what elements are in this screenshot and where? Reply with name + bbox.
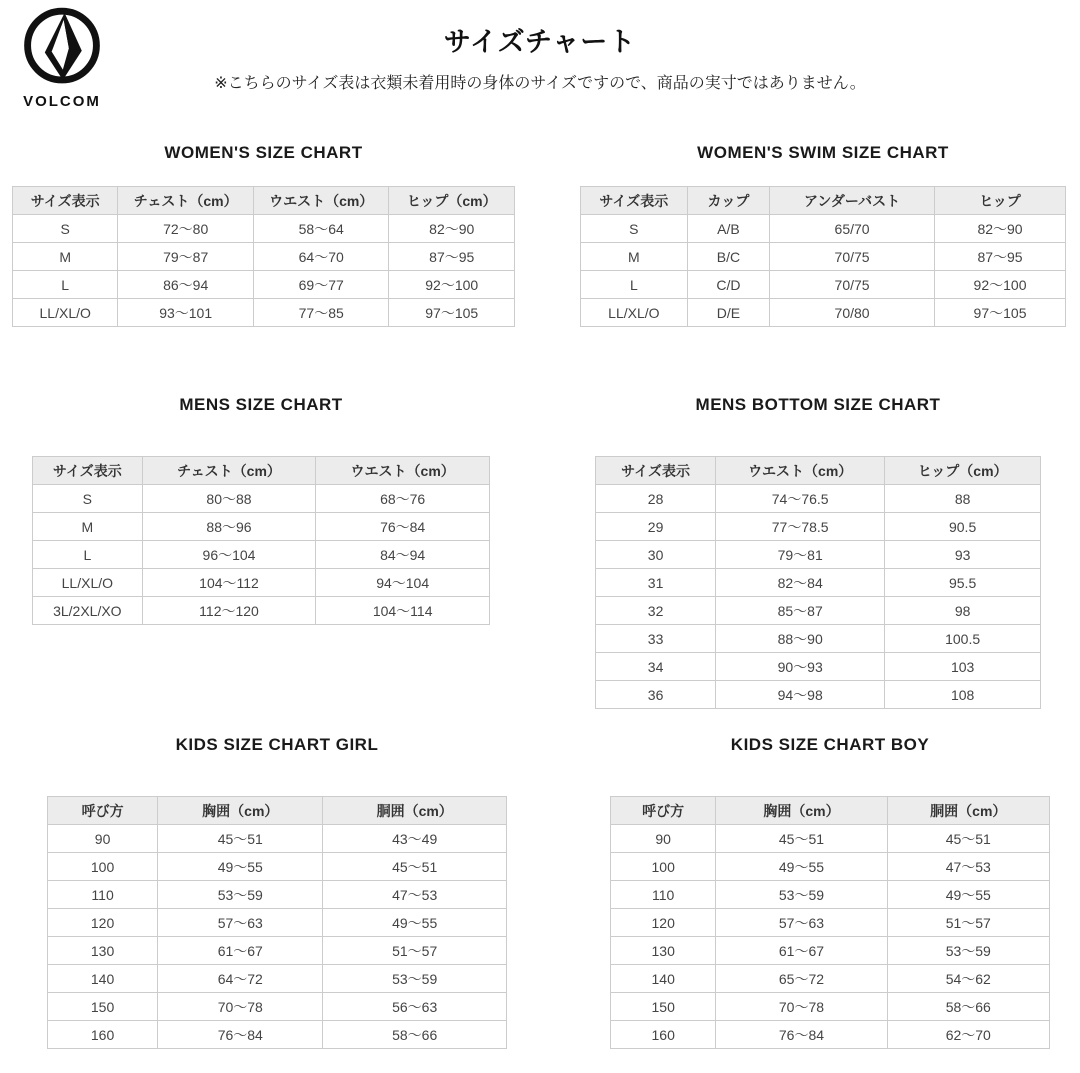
table-row bbox=[611, 909, 1050, 937]
table-cell: 85〜87 bbox=[716, 597, 885, 625]
table-cell: LL/XL/O bbox=[581, 299, 688, 327]
table-cell: 90.5 bbox=[885, 513, 1041, 541]
table-cell: 76〜84 bbox=[158, 1021, 323, 1049]
table-cell: 68〜76 bbox=[316, 485, 490, 513]
table-row bbox=[611, 881, 1050, 909]
table-cell: 29 bbox=[596, 513, 716, 541]
column-header: ヒップ bbox=[935, 187, 1066, 215]
table-cell: 90〜93 bbox=[716, 653, 885, 681]
column-header: アンダーバスト bbox=[770, 187, 935, 215]
page-title: サイズチャート bbox=[443, 27, 637, 57]
table-cell: 43〜49 bbox=[323, 825, 507, 853]
table-cell: 61〜67 bbox=[158, 937, 323, 965]
section-womens-swim-size-chart bbox=[580, 143, 1066, 327]
table-cell: 97〜105 bbox=[389, 299, 515, 327]
table-cell: 150 bbox=[48, 993, 158, 1021]
table-cell: 69〜77 bbox=[253, 271, 389, 299]
table-cell: L bbox=[581, 271, 688, 299]
table-cell: 53〜59 bbox=[323, 965, 507, 993]
column-header: サイズ表示 bbox=[13, 187, 118, 215]
table-cell: 80〜88 bbox=[142, 485, 316, 513]
table-row bbox=[611, 825, 1050, 853]
table-row bbox=[13, 215, 515, 243]
table-cell: 36 bbox=[596, 681, 716, 709]
table-cell: 90 bbox=[611, 825, 716, 853]
section-mens-bottom-size-chart bbox=[595, 395, 1041, 709]
table-cell: 70〜78 bbox=[716, 993, 887, 1021]
table-row bbox=[48, 853, 507, 881]
page-note: ※こちらのサイズ表は衣類未着用時の身体のサイズですので、商品の実寸ではありません。 bbox=[214, 75, 866, 92]
table-cell: 88 bbox=[885, 485, 1041, 513]
table-cell: 64〜72 bbox=[158, 965, 323, 993]
table-cell: 160 bbox=[48, 1021, 158, 1049]
volcom-stone-icon bbox=[14, 6, 110, 92]
section-title-womens-swim: WOMEN'S SWIM SIZE CHART bbox=[697, 143, 949, 162]
table-row bbox=[48, 881, 507, 909]
table-cell: 65〜72 bbox=[716, 965, 887, 993]
table-cell: 77〜85 bbox=[253, 299, 389, 327]
table-cell: C/D bbox=[687, 271, 769, 299]
table-cell: L bbox=[33, 541, 143, 569]
table-cell: 84〜94 bbox=[316, 541, 490, 569]
table-row bbox=[48, 993, 507, 1021]
table-row bbox=[581, 299, 1066, 327]
table-cell: 31 bbox=[596, 569, 716, 597]
table-cell: 97〜105 bbox=[935, 299, 1066, 327]
table-cell: 34 bbox=[596, 653, 716, 681]
table-cell: 56〜63 bbox=[323, 993, 507, 1021]
table-row bbox=[611, 1021, 1050, 1049]
table-cell: 72〜80 bbox=[118, 215, 254, 243]
size-charts-grid bbox=[0, 143, 1080, 1049]
table-cell: 150 bbox=[611, 993, 716, 1021]
table-cell: 104〜114 bbox=[316, 597, 490, 625]
table-row bbox=[596, 569, 1041, 597]
table-row bbox=[33, 513, 490, 541]
table-row bbox=[596, 513, 1041, 541]
table-cell: 32 bbox=[596, 597, 716, 625]
volcom-logo bbox=[14, 6, 110, 110]
table-cell: L bbox=[13, 271, 118, 299]
column-header: ウエスト（cm） bbox=[716, 457, 885, 485]
table-cell: 112〜120 bbox=[142, 597, 316, 625]
section-mens-size-chart bbox=[32, 395, 490, 709]
table-row bbox=[48, 937, 507, 965]
section-kids-size-chart-girl bbox=[47, 735, 507, 1049]
table-row bbox=[13, 299, 515, 327]
table-row bbox=[581, 243, 1066, 271]
table-cell: 94〜98 bbox=[716, 681, 885, 709]
table-cell: 100 bbox=[48, 853, 158, 881]
table-cell: 61〜67 bbox=[716, 937, 887, 965]
table-cell: 110 bbox=[48, 881, 158, 909]
mens-bottom-size-table bbox=[595, 456, 1041, 709]
column-header: ウエスト（cm） bbox=[253, 187, 389, 215]
table-cell: 103 bbox=[885, 653, 1041, 681]
table-cell: D/E bbox=[687, 299, 769, 327]
section-womens-size-chart bbox=[12, 143, 515, 327]
table-cell: 120 bbox=[611, 909, 716, 937]
table-cell: 45〜51 bbox=[158, 825, 323, 853]
table-cell: 104〜112 bbox=[142, 569, 316, 597]
section-title-mens: MENS SIZE CHART bbox=[179, 395, 343, 414]
volcom-wordmark: VOLCOM bbox=[23, 93, 101, 110]
table-cell: 47〜53 bbox=[887, 853, 1049, 881]
table-cell: 49〜55 bbox=[323, 909, 507, 937]
table-cell: 93〜101 bbox=[118, 299, 254, 327]
table-cell: LL/XL/O bbox=[33, 569, 143, 597]
table-cell: 90 bbox=[48, 825, 158, 853]
table-row bbox=[596, 653, 1041, 681]
table-cell: 82〜90 bbox=[935, 215, 1066, 243]
table-cell: 49〜55 bbox=[716, 853, 887, 881]
header-row bbox=[611, 797, 1050, 825]
table-cell: 77〜78.5 bbox=[716, 513, 885, 541]
table-cell: 65/70 bbox=[770, 215, 935, 243]
table-row bbox=[48, 965, 507, 993]
table-row bbox=[596, 597, 1041, 625]
table-cell: 57〜63 bbox=[716, 909, 887, 937]
table-row bbox=[596, 625, 1041, 653]
column-header: サイズ表示 bbox=[596, 457, 716, 485]
table-cell: 45〜51 bbox=[716, 825, 887, 853]
table-row bbox=[581, 271, 1066, 299]
table-cell: 110 bbox=[611, 881, 716, 909]
table-cell: 108 bbox=[885, 681, 1041, 709]
table-cell: 30 bbox=[596, 541, 716, 569]
table-cell: M bbox=[33, 513, 143, 541]
column-header: ヒップ（cm） bbox=[389, 187, 515, 215]
table-cell: 45〜51 bbox=[887, 825, 1049, 853]
table-cell: 45〜51 bbox=[323, 853, 507, 881]
table-cell: 54〜62 bbox=[887, 965, 1049, 993]
table-cell: S bbox=[13, 215, 118, 243]
column-header: カップ bbox=[687, 187, 769, 215]
header-row bbox=[13, 187, 515, 215]
column-header: チェスト（cm） bbox=[142, 457, 316, 485]
table-cell: 58〜64 bbox=[253, 215, 389, 243]
section-kids-size-chart-boy bbox=[610, 735, 1050, 1049]
womens-size-table bbox=[12, 186, 515, 327]
table-cell: 76〜84 bbox=[716, 1021, 887, 1049]
table-cell: 87〜95 bbox=[389, 243, 515, 271]
table-cell: LL/XL/O bbox=[13, 299, 118, 327]
table-cell: 140 bbox=[48, 965, 158, 993]
table-cell: 53〜59 bbox=[887, 937, 1049, 965]
table-row bbox=[48, 825, 507, 853]
table-cell: 70/75 bbox=[770, 243, 935, 271]
table-cell: 79〜87 bbox=[118, 243, 254, 271]
table-cell: 53〜59 bbox=[716, 881, 887, 909]
table-cell: 76〜84 bbox=[316, 513, 490, 541]
table-cell: 58〜66 bbox=[887, 993, 1049, 1021]
table-cell: 88〜90 bbox=[716, 625, 885, 653]
table-row bbox=[611, 993, 1050, 1021]
table-row bbox=[33, 569, 490, 597]
table-cell: 33 bbox=[596, 625, 716, 653]
column-header: チェスト（cm） bbox=[118, 187, 254, 215]
table-cell: 82〜90 bbox=[389, 215, 515, 243]
table-cell: S bbox=[33, 485, 143, 513]
table-row bbox=[596, 681, 1041, 709]
table-cell: 95.5 bbox=[885, 569, 1041, 597]
table-cell: B/C bbox=[687, 243, 769, 271]
table-row bbox=[33, 485, 490, 513]
table-row bbox=[48, 909, 507, 937]
table-cell: 51〜57 bbox=[887, 909, 1049, 937]
table-cell: M bbox=[13, 243, 118, 271]
table-row bbox=[611, 937, 1050, 965]
table-row bbox=[33, 541, 490, 569]
table-cell: 93 bbox=[885, 541, 1041, 569]
table-row bbox=[611, 965, 1050, 993]
table-cell: 70〜78 bbox=[158, 993, 323, 1021]
page-header bbox=[0, 0, 1080, 93]
table-row bbox=[596, 485, 1041, 513]
header-row bbox=[596, 457, 1041, 485]
table-cell: 86〜94 bbox=[118, 271, 254, 299]
table-row bbox=[48, 1021, 507, 1049]
table-row bbox=[596, 541, 1041, 569]
table-cell: 100.5 bbox=[885, 625, 1041, 653]
section-title-womens: WOMEN'S SIZE CHART bbox=[164, 143, 363, 162]
table-cell: 49〜55 bbox=[887, 881, 1049, 909]
table-cell: 94〜104 bbox=[316, 569, 490, 597]
table-cell: 51〜57 bbox=[323, 937, 507, 965]
column-header: 呼び方 bbox=[611, 797, 716, 825]
header-row bbox=[48, 797, 507, 825]
table-cell: 58〜66 bbox=[323, 1021, 507, 1049]
table-cell: 120 bbox=[48, 909, 158, 937]
column-header: 呼び方 bbox=[48, 797, 158, 825]
table-cell: 82〜84 bbox=[716, 569, 885, 597]
table-cell: 130 bbox=[611, 937, 716, 965]
table-cell: A/B bbox=[687, 215, 769, 243]
table-row bbox=[13, 243, 515, 271]
section-title-mens-bottom: MENS BOTTOM SIZE CHART bbox=[695, 395, 941, 414]
table-row bbox=[581, 215, 1066, 243]
header-row bbox=[581, 187, 1066, 215]
table-cell: 140 bbox=[611, 965, 716, 993]
table-cell: 64〜70 bbox=[253, 243, 389, 271]
header-row bbox=[33, 457, 490, 485]
table-cell: 62〜70 bbox=[887, 1021, 1049, 1049]
table-cell: 92〜100 bbox=[935, 271, 1066, 299]
column-header: 胸囲（cm） bbox=[158, 797, 323, 825]
table-cell: 70/80 bbox=[770, 299, 935, 327]
table-row bbox=[13, 271, 515, 299]
column-header: ウエスト（cm） bbox=[316, 457, 490, 485]
table-cell: 53〜59 bbox=[158, 881, 323, 909]
table-cell: S bbox=[581, 215, 688, 243]
section-title-kids-boy: KIDS SIZE CHART BOY bbox=[730, 735, 930, 754]
table-row bbox=[33, 597, 490, 625]
table-cell: 49〜55 bbox=[158, 853, 323, 881]
table-cell: 92〜100 bbox=[389, 271, 515, 299]
table-cell: M bbox=[581, 243, 688, 271]
kids-girl-size-table bbox=[47, 796, 507, 1049]
section-title-kids-girl: KIDS SIZE CHART GIRL bbox=[175, 735, 379, 754]
table-cell: 28 bbox=[596, 485, 716, 513]
kids-boy-size-table bbox=[610, 796, 1050, 1049]
column-header: ヒップ（cm） bbox=[885, 457, 1041, 485]
table-cell: 47〜53 bbox=[323, 881, 507, 909]
column-header: 胸囲（cm） bbox=[716, 797, 887, 825]
mens-size-table bbox=[32, 456, 490, 625]
table-cell: 160 bbox=[611, 1021, 716, 1049]
table-cell: 88〜96 bbox=[142, 513, 316, 541]
womens-swim-size-table bbox=[580, 186, 1066, 327]
table-cell: 74〜76.5 bbox=[716, 485, 885, 513]
column-header: サイズ表示 bbox=[33, 457, 143, 485]
table-cell: 100 bbox=[611, 853, 716, 881]
table-row bbox=[611, 853, 1050, 881]
table-cell: 79〜81 bbox=[716, 541, 885, 569]
table-cell: 130 bbox=[48, 937, 158, 965]
column-header: サイズ表示 bbox=[581, 187, 688, 215]
table-cell: 70/75 bbox=[770, 271, 935, 299]
table-cell: 3L/2XL/XO bbox=[33, 597, 143, 625]
column-header: 胴囲（cm） bbox=[887, 797, 1049, 825]
table-cell: 96〜104 bbox=[142, 541, 316, 569]
table-cell: 98 bbox=[885, 597, 1041, 625]
table-cell: 57〜63 bbox=[158, 909, 323, 937]
table-cell: 87〜95 bbox=[935, 243, 1066, 271]
column-header: 胴囲（cm） bbox=[323, 797, 507, 825]
